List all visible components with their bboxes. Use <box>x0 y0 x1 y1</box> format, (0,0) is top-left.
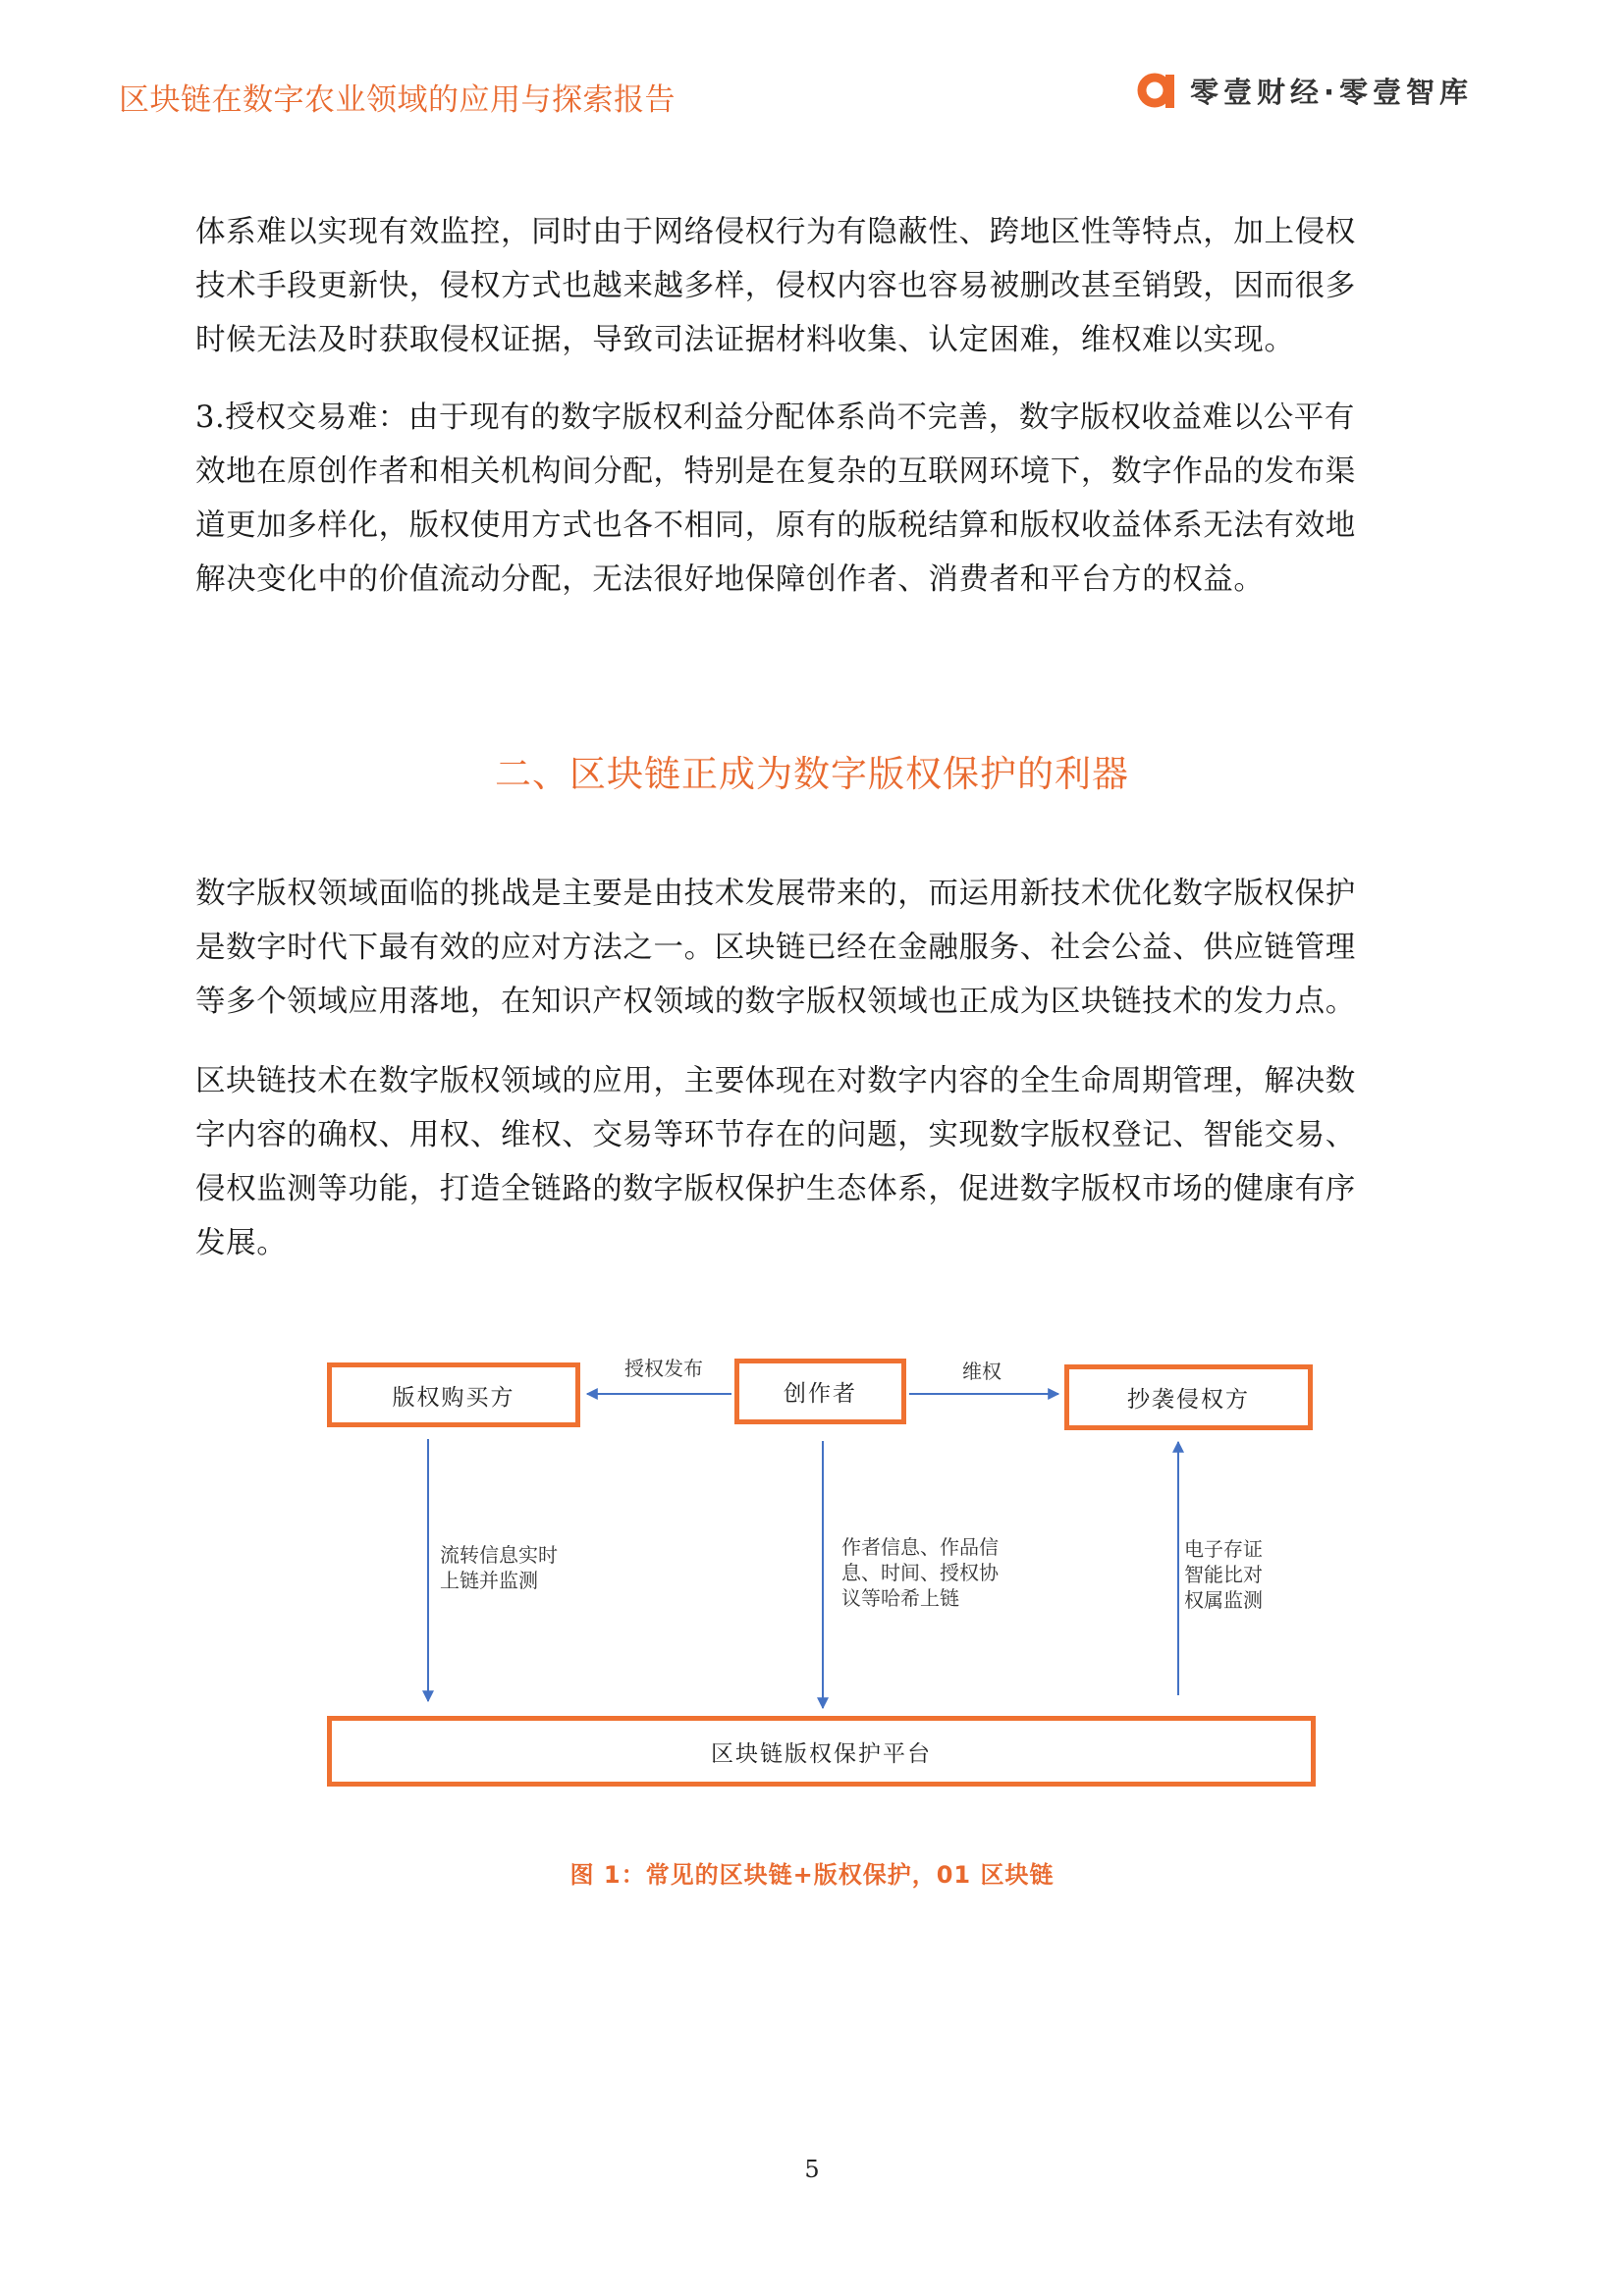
label-line: 议等哈希上链 <box>841 1586 959 1610</box>
label-line: 电子存证 <box>1184 1537 1263 1561</box>
text-line: 时候无法及时获取侵权证据，导致司法证据材料收集、认定困难，维权难以实现。 <box>195 323 1295 357</box>
node-copyright-buyer: 版权购买方 <box>327 1362 580 1427</box>
label-line: 权属监测 <box>1184 1588 1263 1612</box>
text-line: 技术手段更新快，侵权方式也越来越多样，侵权内容也容易被删改甚至销毁，因而很多 <box>195 269 1356 303</box>
text-line: 是数字时代下最有效的应对方法之一。区块链已经在金融服务、社会公益、供应链管理 <box>195 931 1356 965</box>
figure-caption: 图 1：常见的区块链+版权保护，01 区块链 <box>569 1861 1055 1889</box>
label-line: 作者信息、作品信 <box>841 1535 999 1559</box>
text-line: 效地在原创作者和相关机构间分配，特别是在复杂的互联网环境下，数字作品的发布渠 <box>195 454 1356 489</box>
section-title: 二、区块链正成为数字版权保护的利器 <box>495 753 1129 795</box>
label-line: 上链并监测 <box>440 1569 538 1592</box>
label-license-publish: 授权发布 <box>624 1357 703 1380</box>
text-line: 字内容的确权、用权、维权、交易等环节存在的问题，实现数字版权登记、智能交易、 <box>195 1118 1356 1152</box>
label-platform-to-infringer <box>1184 1536 1263 1613</box>
text-line: 解决变化中的价值流动分配，无法很好地保障创作者、消费者和平台方的权益。 <box>195 562 1265 597</box>
node-infringer: 抄袭侵权方 <box>1064 1364 1313 1430</box>
label-line: 流转信息实时 <box>440 1543 558 1567</box>
text-line: 体系难以实现有效监控，同时由于网络侵权行为有隐蔽性、跨地区性等特点，加上侵权 <box>195 215 1356 249</box>
text-line: 区块链技术在数字版权领域的应用，主要体现在对数字内容的全生命周期管理，解决数 <box>195 1064 1356 1098</box>
text-line: 道更加多样化，版权使用方式也各不相同，原有的版税结算和版权收益体系无法有效地 <box>195 508 1356 543</box>
text-line: 侵权监测等功能，打造全链路的数字版权保护生态体系，促进数字版权市场的健康有序 <box>195 1172 1356 1206</box>
label-line: 息、时间、授权协 <box>841 1561 999 1584</box>
label-rights-protection: 维权 <box>962 1360 1001 1383</box>
node-creator: 创作者 <box>734 1359 906 1424</box>
text-line: 3.授权交易难：由于现有的数字版权利益分配体系尚不完善，数字版权收益难以公平有 <box>195 400 1355 435</box>
node-blockchain-platform: 区块链版权保护平台 <box>327 1716 1316 1787</box>
label-creator-to-platform <box>841 1534 999 1611</box>
brand-name: 零壹财经·零壹智库 <box>1190 75 1474 109</box>
text-line: 发展。 <box>195 1226 288 1260</box>
label-line: 智能比对 <box>1184 1563 1263 1586</box>
label-buyer-to-platform <box>440 1542 558 1593</box>
text-line: 等多个领域应用落地，在知识产权领域的数字版权领域也正成为区块链技术的发力点。 <box>195 985 1356 1019</box>
page-number: 5 <box>804 2156 820 2183</box>
report-title: 区块链在数字农业领域的应用与探索报告 <box>119 82 676 118</box>
text-line: 数字版权领域面临的挑战是主要是由技术发展带来的，而运用新技术优化数字版权保护 <box>195 877 1356 911</box>
